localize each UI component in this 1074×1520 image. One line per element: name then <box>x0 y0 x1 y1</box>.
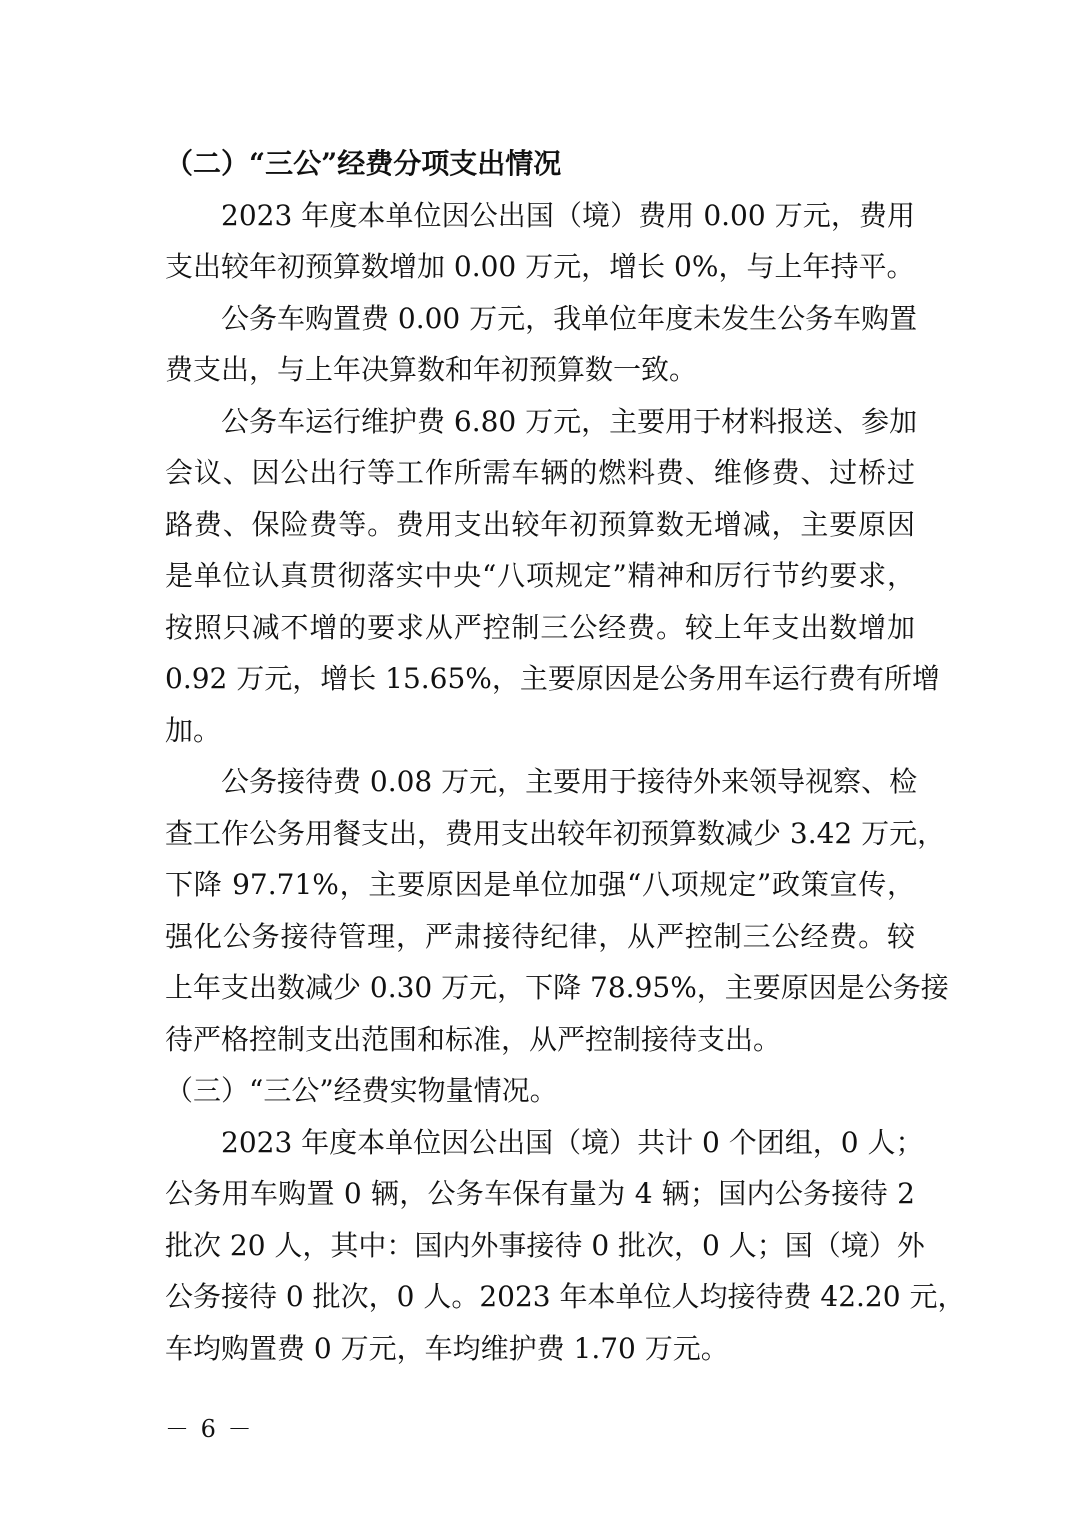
paragraph-line: 按照只减不增的要求从严控制三公经费。较上年支出数增加 <box>165 610 915 644</box>
paragraph-line: 公务接待费 0.08 万元，主要用于接待外来领导视察、检 <box>221 765 918 798</box>
paragraph-line: 支出较年初预算数增加 0.00 万元，增长 0%，与上年持平。 <box>165 250 915 283</box>
paragraph-line: 待严格控制支出范围和标准，从严控制接待支出。 <box>165 1022 782 1056</box>
paragraph-line: 是单位认真贯彻落实中央“八项规定”精神和厉行节约要求， <box>165 559 915 592</box>
paragraph-line: 会议、因公出行等工作所需车辆的燃料费、维修费、过桥过 <box>165 456 915 489</box>
document-body <box>165 138 966 1374</box>
paragraph-line: 费支出，与上年决算数和年初预算数一致。 <box>165 353 698 386</box>
paragraph-line: 0.92 万元，增长 15.65%，主要原因是公务用车运行费有所增 <box>165 662 940 695</box>
paragraph-line: 公务接待 0 批次，0 人。2023 年本单位人均接待费 42.20 元， <box>165 1280 966 1313</box>
section-heading-3: （三）“三公”经费实物量情况。 <box>165 1074 558 1107</box>
section-heading-2: （二）“三公”经费分项支出情况 <box>165 147 562 180</box>
paragraph-line: 2023 年度本单位因公出国（境）共计 0 个团组，0 人； <box>221 1125 924 1159</box>
paragraph-line: 公务用车购置 0 辆，公务车保有量为 4 辆；国内公务接待 2 <box>165 1177 915 1210</box>
paragraph-line: 车均购置费 0 万元，车均维护费 1.70 万元。 <box>165 1331 729 1365</box>
paragraph-line: 强化公务接待管理，严肃接待纪律，从严控制三公经费。较 <box>165 919 915 953</box>
paragraph-line: 路费、保险费等。费用支出较年初预算数无增减，主要原因 <box>165 507 915 541</box>
page-number: － 6 － <box>165 1415 254 1443</box>
paragraph-line: 上年支出数减少 0.30 万元，下降 78.95%，主要原因是公务接 <box>165 971 949 1004</box>
paragraph-line: 查工作公务用餐支出，费用支出较年初预算数减少 3.42 万元， <box>165 816 946 850</box>
paragraph-line: 公务车运行维护费 6.80 万元，主要用于材料报送、参加 <box>221 404 918 438</box>
paragraph-line: 公务车购置费 0.00 万元，我单位年度未发生公务车购置 <box>221 301 918 335</box>
paragraph-line: 2023 年度本单位因公出国（境）费用 0.00 万元，费用 <box>221 198 915 232</box>
paragraph-line: 批次 20 人，其中：国内外事接待 0 批次，0 人；国（境）外 <box>165 1228 925 1262</box>
paragraph-line: 下降 97.71%，主要原因是单位加强“八项规定”政策宣传， <box>165 868 915 901</box>
paragraph-line: 加。 <box>165 713 222 747</box>
